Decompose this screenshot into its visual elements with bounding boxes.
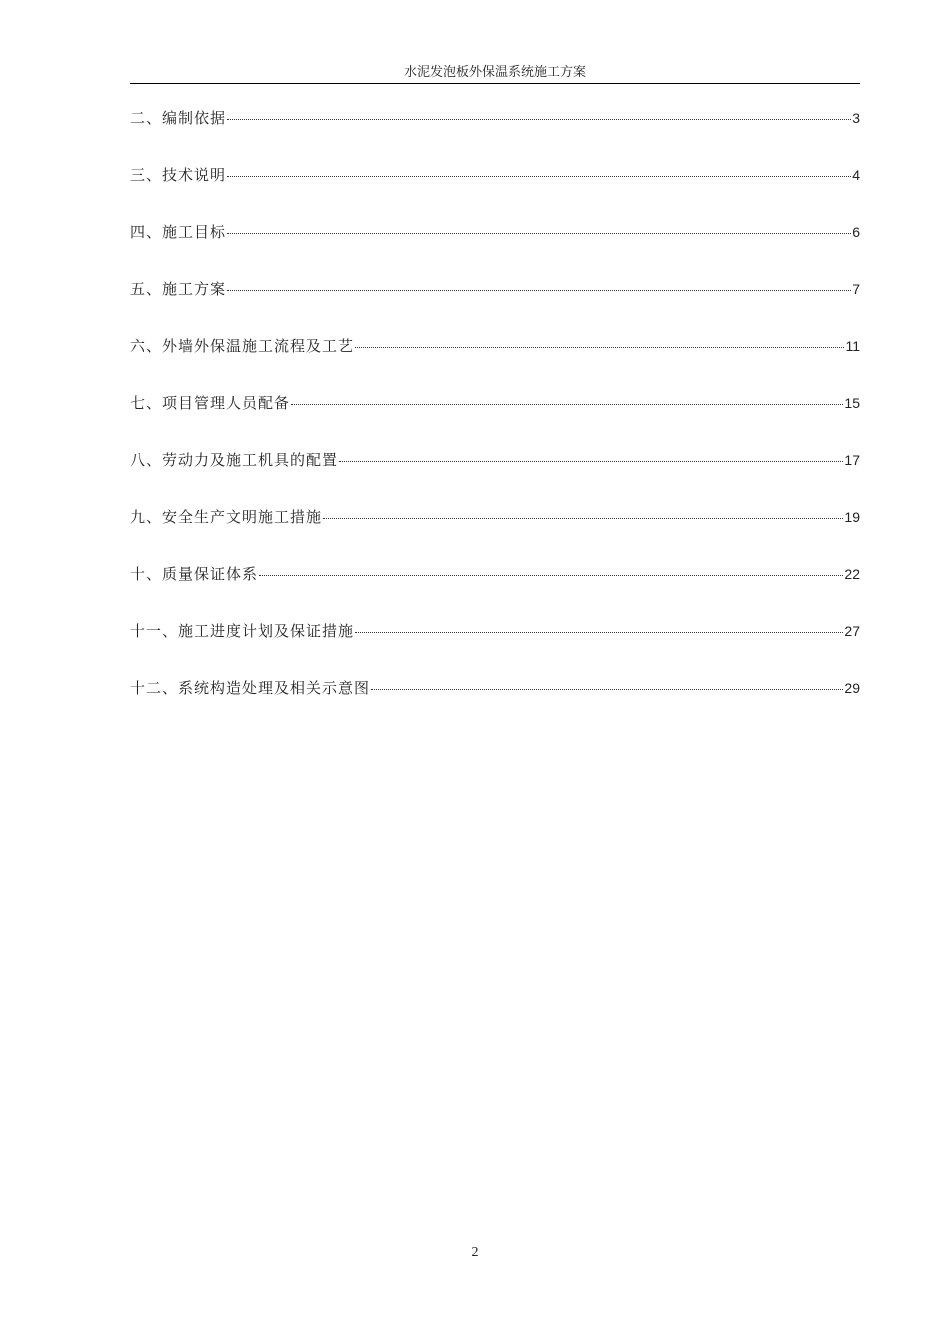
toc-entry-title: 三、技术说明 [130,166,227,184]
toc-entry[interactable] [130,560,860,617]
toc-dot-leader [371,689,843,690]
toc-entry-title: 二、编制依据 [130,109,227,127]
toc-dot-leader [291,404,843,405]
toc-entry[interactable] [130,389,860,446]
toc-entry-title: 八、劳动力及施工机具的配置 [130,451,339,469]
toc-entry[interactable] [130,161,860,218]
toc-dot-leader [323,518,843,519]
toc-entry[interactable] [130,503,860,560]
toc-dot-leader [355,632,843,633]
toc-dot-leader [227,290,851,291]
toc-entry[interactable] [130,332,860,389]
toc-entry-title: 五、施工方案 [130,280,227,298]
toc-entry-title: 四、施工目标 [130,223,227,241]
toc-entry-page: 3 [852,110,860,126]
toc-entry-title: 七、项目管理人员配备 [130,394,291,412]
toc-dot-leader [339,461,843,462]
toc-entry-page: 27 [844,623,860,639]
toc-entry-page: 6 [852,224,860,240]
toc-entry-title: 九、安全生产文明施工措施 [130,508,323,526]
toc-entry-title: 十二、系统构造处理及相关示意图 [130,679,371,697]
toc-entry-page: 17 [844,452,860,468]
toc-entry-title: 六、外墙外保温施工流程及工艺 [130,337,355,355]
page-number: 2 [471,1245,479,1260]
toc-dot-leader [355,347,844,348]
toc-entry[interactable] [130,674,860,731]
toc-dot-leader [227,176,851,177]
header-divider [130,83,860,84]
toc-entry-page: 11 [845,338,860,354]
table-of-contents [130,104,860,731]
toc-dot-leader [227,233,851,234]
toc-entry[interactable] [130,275,860,332]
toc-entry-page: 22 [844,566,860,582]
toc-dot-leader [259,575,843,576]
toc-entry-page: 4 [852,167,860,183]
toc-entry[interactable] [130,617,860,674]
toc-entry-title: 十一、施工进度计划及保证措施 [130,622,355,640]
page-header-title: 水泥发泡板外保温系统施工方案 [403,65,586,80]
toc-entry-page: 19 [844,509,860,525]
toc-entry[interactable] [130,104,860,161]
toc-entry[interactable] [130,218,860,275]
toc-entry-page: 7 [852,281,860,297]
toc-dot-leader [227,119,851,120]
toc-entry-title: 十、质量保证体系 [130,565,259,583]
toc-entry-page: 15 [844,395,860,411]
toc-entry-page: 29 [844,680,860,696]
toc-entry[interactable] [130,446,860,503]
